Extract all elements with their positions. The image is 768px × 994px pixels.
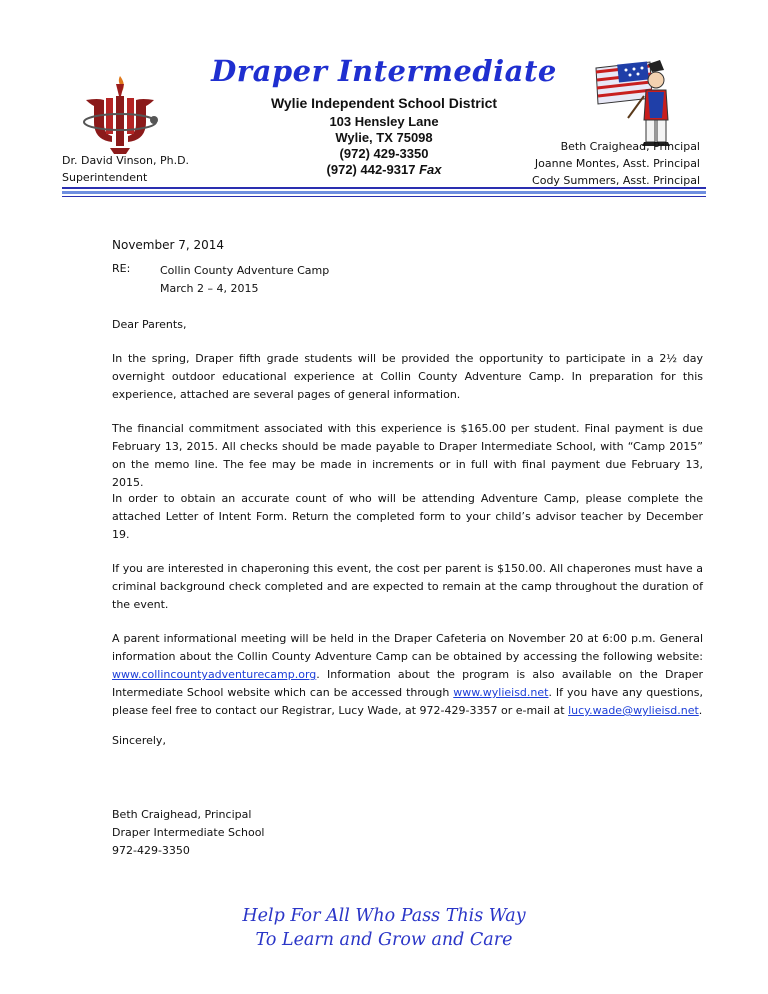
phone-number: (972) 429-3350	[339, 146, 429, 161]
camp-website-link[interactable]: www.collincountyadventurecamp.org	[112, 668, 317, 681]
paragraph-meeting	[112, 630, 703, 720]
superintendent-title: Superintendent	[62, 171, 148, 184]
closing: Sincerely,	[112, 734, 166, 747]
signer-name: Beth Craighead, Principal	[112, 808, 252, 821]
paragraph-intro: In the spring, Draper fifth grade students will be provided the opportunity to participate in a 2½ day overnight outdoor educational experience at Collin County Adventure Camp. In preparation for this experience, attached are several pages of general information.	[112, 352, 703, 401]
school-name: Draper Intermediate	[211, 54, 557, 88]
paragraph-payment: The financial commitment associated with this experience is $165.00 per student. Final payment is due February 13, 2015. All checks should be made payable to Draper Intermediate School, with “Camp 2015” on the memo line. The fee may be made in increments or in full with final payment due February 13, 2015.	[112, 422, 703, 489]
district-website-link[interactable]: www.wylieisd.net	[453, 686, 549, 699]
paragraph-chaperones: If you are interested in chaperoning this event, the cost per parent is $150.00. All chaperones must have a criminal background check completed and are expected to remain at the camp throughout the duration of the event.	[112, 562, 703, 611]
registrar-email-link[interactable]: lucy.wade@wylieisd.net	[568, 704, 699, 717]
header-divider	[62, 191, 706, 194]
staff-asst-principal-1: Joanne Montes, Asst. Principal	[534, 157, 700, 170]
staff-asst-principal-2: Cody Summers, Asst. Principal	[532, 174, 700, 187]
meeting-text: . If you have any questions, please feel free to contact our Registrar, Lucy Wade, at 972-429-3357 or e-mail at	[112, 686, 703, 717]
motto-line-1: Help For All Who Pass This Way	[242, 906, 526, 926]
fax-number: (972) 442-9317	[326, 162, 416, 177]
staff-principal: Beth Craighead, Principal	[560, 140, 700, 153]
re-label: RE:	[112, 262, 131, 275]
fax-label: Fax	[419, 162, 442, 177]
paragraph-intent-form: In order to obtain an accurate count of who will be attending Adventure Camp, please complete the attached Letter of Intent Form. Return the completed form to your child’s advisor teacher by December 19.	[112, 492, 703, 541]
signer-phone: 972-429-3350	[112, 844, 190, 857]
signer-school: Draper Intermediate School	[112, 826, 265, 839]
re-subject: Collin County Adventure Camp	[160, 264, 330, 277]
meeting-text: . Information about the program is also available on the Draper Intermediate School website which can be accessed through	[112, 668, 703, 699]
letter-date: November 7, 2014	[112, 238, 225, 252]
re-dates: March 2 – 4, 2015	[160, 282, 259, 295]
address-line-2: Wylie, TX 75098	[335, 130, 433, 145]
district-name: Wylie Independent School District	[270, 95, 498, 111]
motto-line-2: To Learn and Grow and Care	[255, 930, 513, 950]
superintendent-name: Dr. David Vinson, Ph.D.	[62, 154, 190, 167]
fax-line	[284, 162, 484, 178]
meeting-text: A parent informational meeting will be held in the Draper Cafeteria on November 20 at 6:00 p.m. General information about the Collin County Adventure Camp can be obtained by accessing the following website:	[112, 632, 703, 663]
salutation: Dear Parents,	[112, 318, 187, 331]
header-divider	[62, 187, 706, 189]
meeting-text: .	[698, 704, 703, 717]
header-divider	[62, 196, 706, 197]
address-line-1: 103 Hensley Lane	[329, 114, 439, 129]
